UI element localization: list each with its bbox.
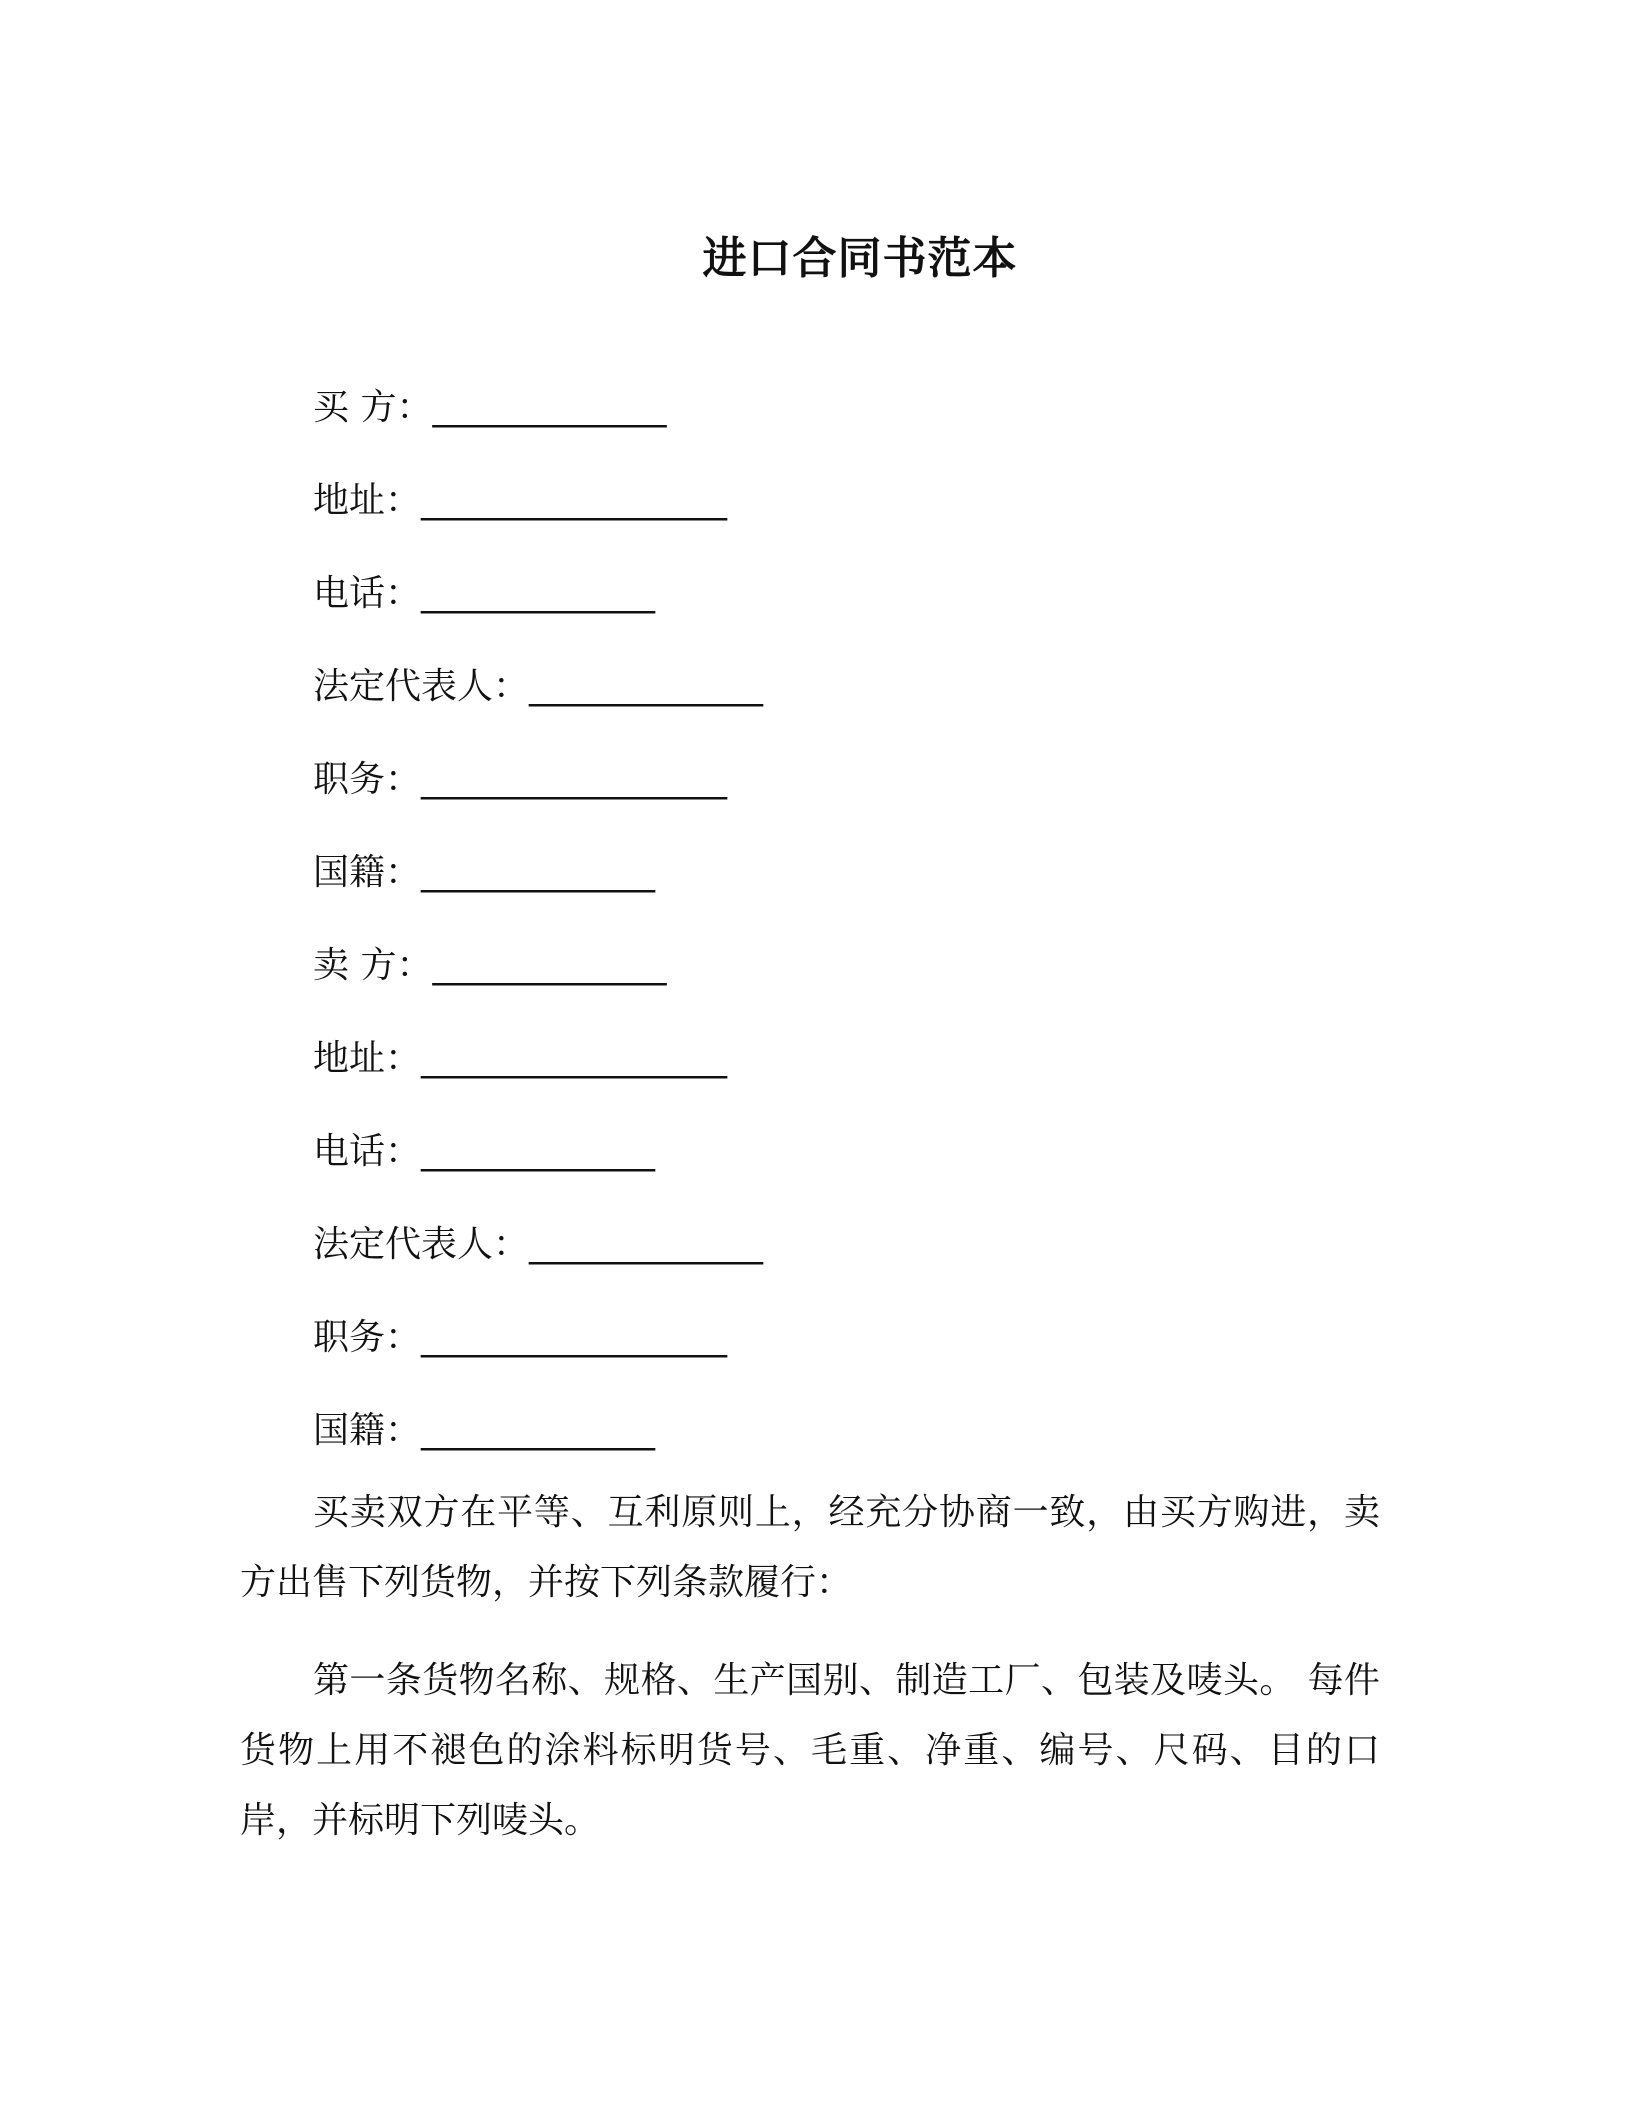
seller-phone-field	[313, 1130, 655, 1174]
buyer-address-field	[313, 479, 727, 523]
fill-in-blank: _____________	[432, 945, 667, 986]
fill-in-blank: _____________	[432, 387, 667, 428]
field-label: 买 方：	[313, 387, 433, 428]
fill-in-blank: _____________	[529, 1224, 764, 1265]
fill-in-blank: _____________	[421, 1410, 656, 1451]
buyer-position-field	[313, 758, 727, 802]
fill-in-blank: _____________	[529, 666, 764, 707]
preamble-paragraph: 买卖双方在平等、互利原则上，经充分协商一致，由买方购进，卖方出售下列货物，并按下列条款履行：	[240, 1492, 1380, 1603]
field-label: 法定代表人：	[313, 1224, 530, 1265]
fill-in-blank: _____________	[421, 852, 656, 893]
fill-in-blank: _________________	[421, 1038, 728, 1079]
field-label: 职务：	[313, 759, 422, 800]
fill-in-blank: _____________	[421, 1131, 656, 1172]
field-label: 电话：	[313, 573, 422, 614]
article-one-paragraph: 第一条货物名称、规格、生产国别、制造工厂、包装及唛头。 每件货物上用不褪色的涂料标明货号、毛重、净重、编号、尺码、目的口岸，并标明下列唛头。	[240, 1660, 1380, 1841]
fill-in-blank: _____________	[421, 573, 656, 614]
field-label: 职务：	[313, 1317, 422, 1358]
field-label: 国籍：	[313, 1410, 422, 1451]
seller-legal-rep-field	[313, 1223, 763, 1267]
seller-position-field	[313, 1316, 727, 1360]
field-label: 卖 方：	[313, 945, 433, 986]
seller-nationality-field	[313, 1409, 655, 1453]
seller-address-field	[313, 1037, 727, 1081]
seller-name-field	[313, 944, 666, 988]
field-label: 法定代表人：	[313, 666, 530, 707]
document-title: 进口合同书范本	[702, 233, 1018, 284]
fill-in-blank: _________________	[421, 759, 728, 800]
buyer-phone-field	[313, 572, 655, 616]
buyer-legal-rep-field	[313, 665, 763, 709]
field-label: 地址：	[313, 480, 422, 521]
buyer-nationality-field	[313, 851, 655, 895]
field-label: 电话：	[313, 1131, 422, 1172]
buyer-name-field	[313, 386, 666, 430]
field-label: 地址：	[313, 1038, 422, 1079]
field-label: 国籍：	[313, 852, 422, 893]
fill-in-blank: _________________	[421, 480, 728, 521]
fill-in-blank: _________________	[421, 1317, 728, 1358]
